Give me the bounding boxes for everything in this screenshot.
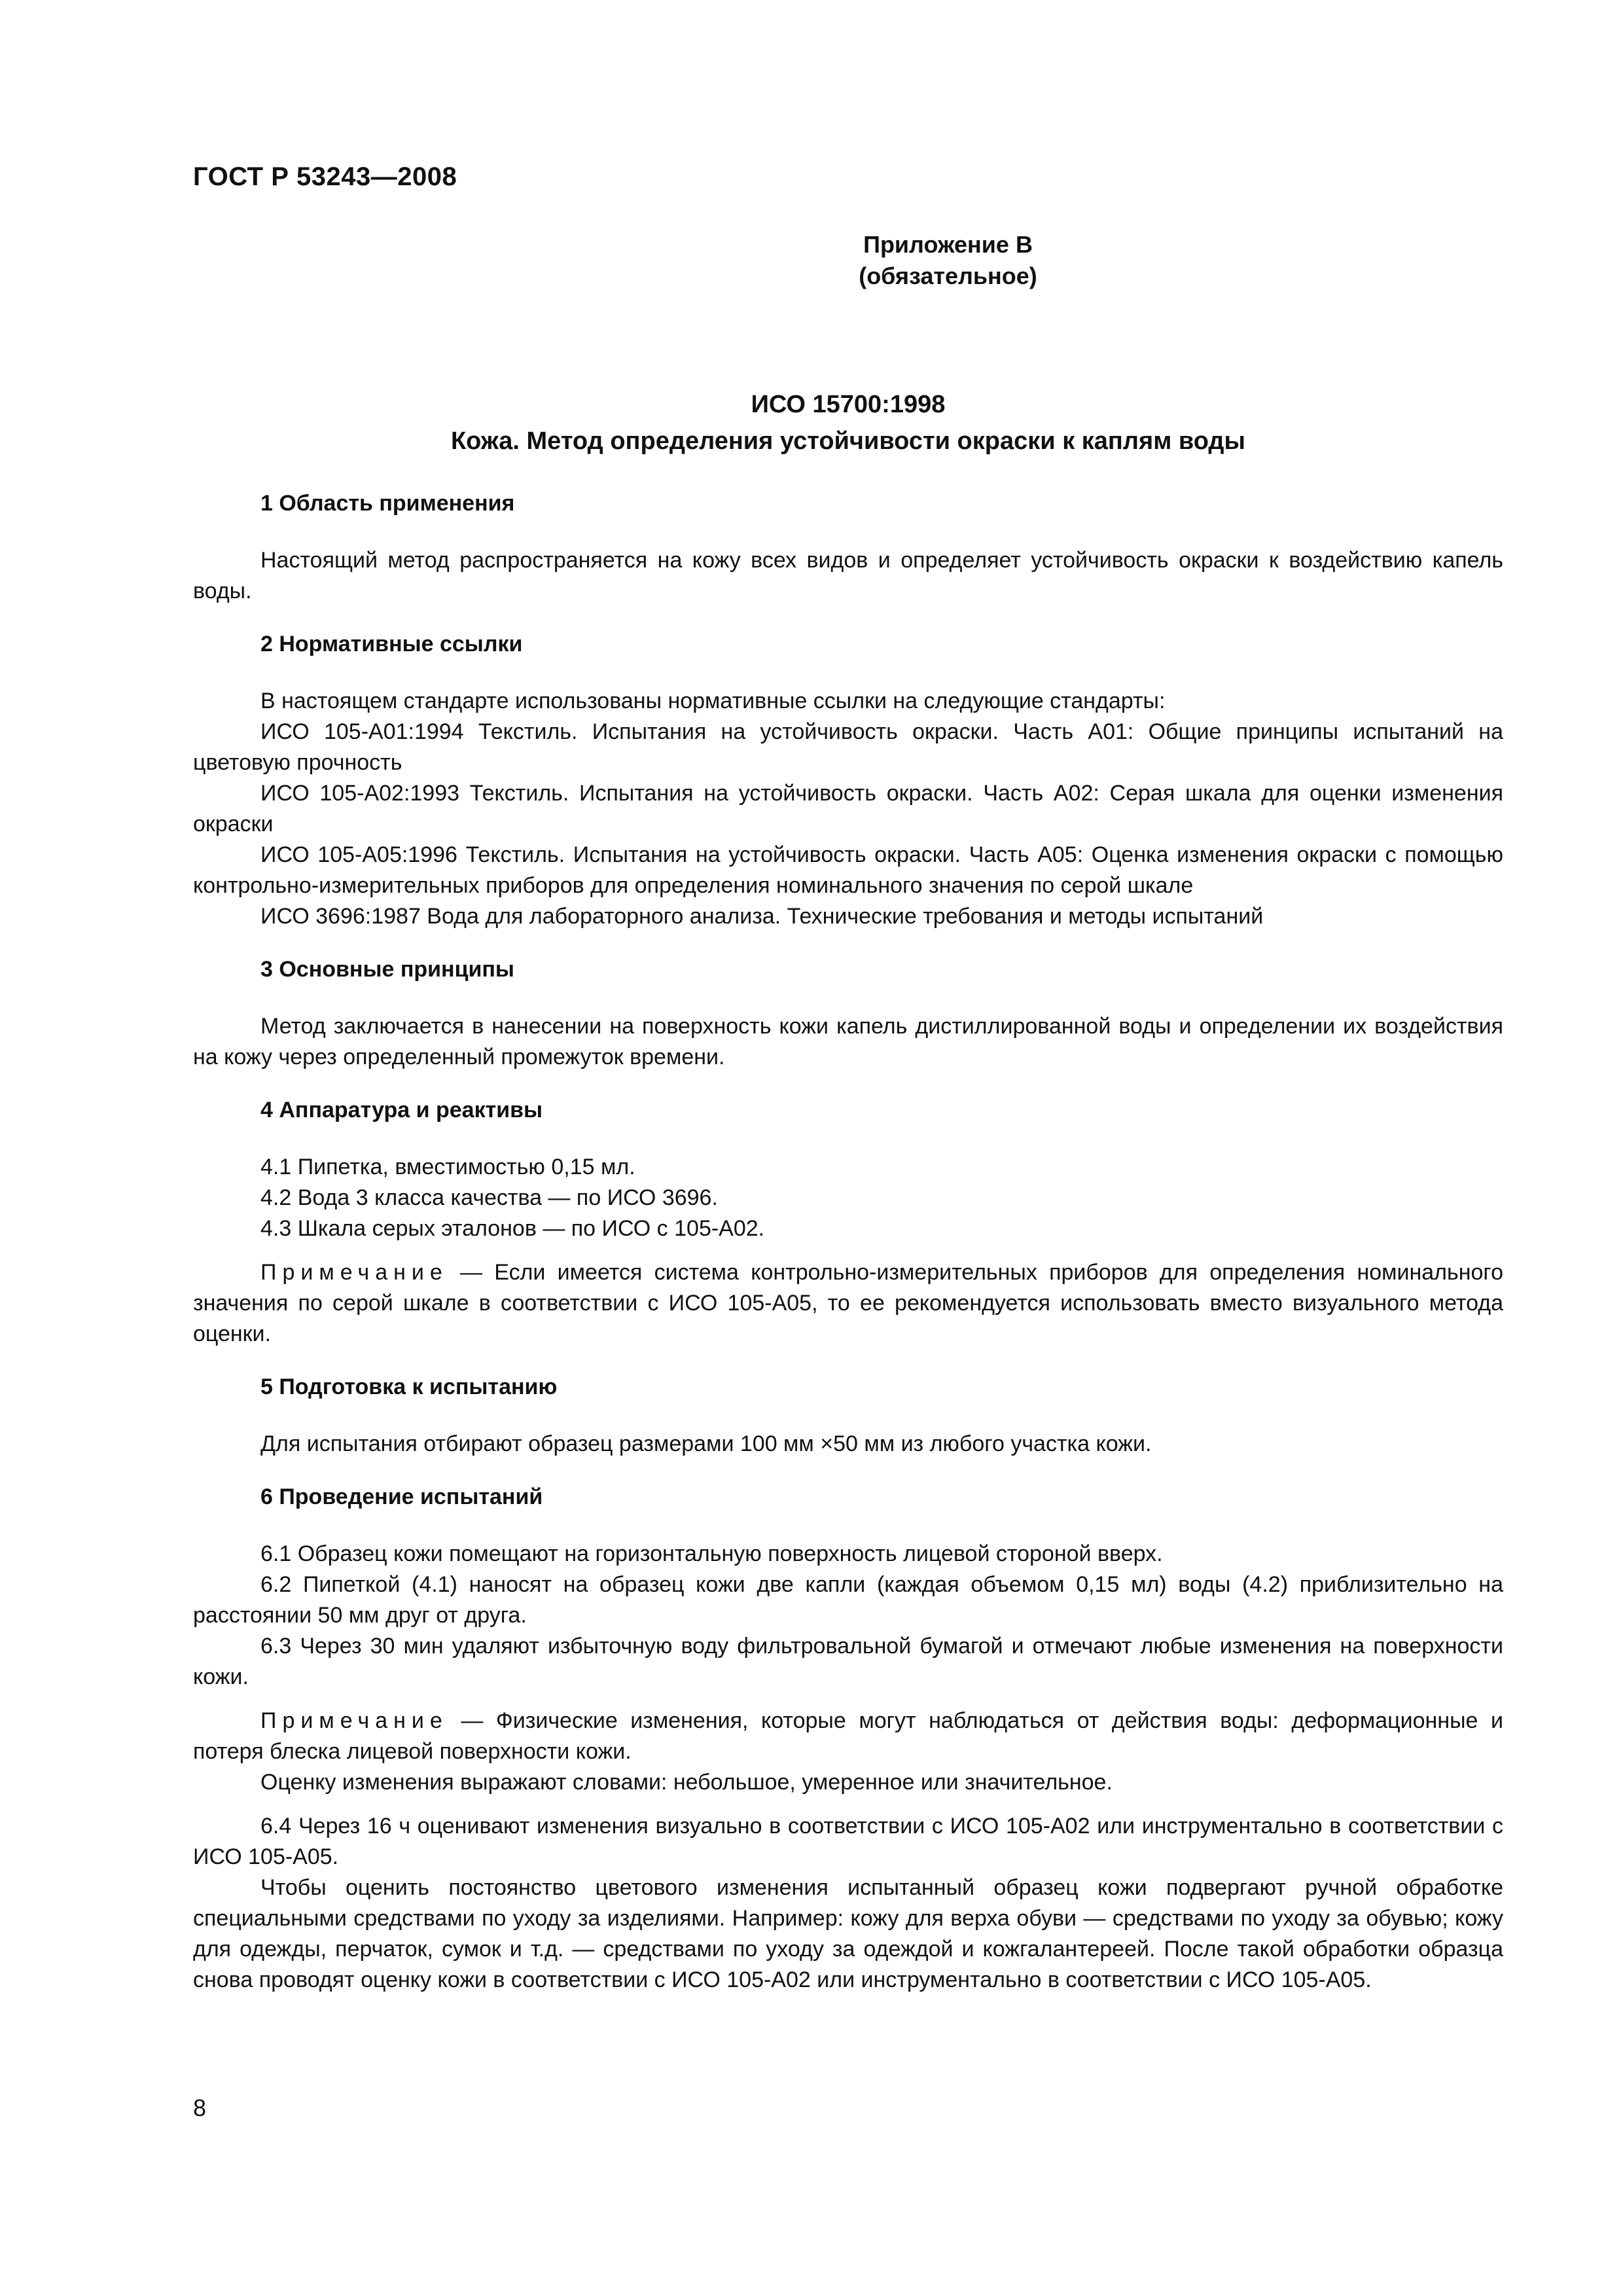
section-2-heading: 2 Нормативные ссылки bbox=[260, 632, 523, 656]
document-body bbox=[193, 488, 1503, 1996]
reference-item: ИСО 105-А05:1996 Текстиль. Испытания на устойчивость окраски. Часть А05: Оценка изменения окраски с помощью контрольно-измерительных приборов для определения номинального значения по серой шкале bbox=[193, 842, 1503, 898]
annex-heading bbox=[193, 229, 1503, 292]
section-1-heading: 1 Область применения bbox=[260, 491, 515, 516]
paragraph: Настоящий метод распространяется на кожу всех видов и определяет устойчивость окраски к воздействию капель воды. bbox=[193, 548, 1503, 603]
note bbox=[193, 1706, 1503, 1767]
list-item: 4.3 Шкала серых эталонов — по ИСО с 105-А02. bbox=[260, 1216, 765, 1241]
paragraph: Метод заключается в нанесении на поверхность кожи капель дистиллированной воды и определении их воздействия на кожу через определенный промежуток времени. bbox=[193, 1014, 1503, 1069]
list-item: 6.4 Через 16 ч оценивают изменения визуально в соответствии с ИСО 105-А02 или инструментально в соответствии с ИСО 105-А05. bbox=[193, 1814, 1503, 1869]
section-3-heading: 3 Основные принципы bbox=[260, 957, 514, 982]
note bbox=[193, 1257, 1503, 1350]
list-item: 6.3 Через 30 мин удаляют избыточную воду фильтровальной бумагой и отмечают любые изменения на поверхности кожи. bbox=[193, 1634, 1503, 1689]
list-item: 4.2 Вода 3 класса качества — по ИСО 3696. bbox=[260, 1185, 718, 1210]
list-item: 6.2 Пипеткой (4.1) наносят на образец кожи две капли (каждая объемом 0,15 мл) воды (4.2) приблизительно на расстоянии 50 мм друг от друга. bbox=[193, 1572, 1503, 1628]
note-label: Примечание bbox=[260, 1260, 448, 1285]
paragraph: Чтобы оценить постоянство цветового изменения испытанный образец кожи подвергают ручной обработке специальными средствами по уходу за изделиями. Например: кожу для верха обуви — средствами по уходу за обувью; кожу для одежды, перчаток, сумок и т.д. — средствами по уходу за одеждой и кожгалантереей. После такой обработки образца снова проводят оценку кожи в соответствии с ИСО 105-А02 или инструментально в соответствии с ИСО 105-А05. bbox=[193, 1875, 1503, 1992]
paragraph: Для испытания отбирают образец размерами 100 мм ×50 мм из любого участка кожи. bbox=[260, 1431, 1152, 1456]
note-label: Примечание bbox=[260, 1708, 448, 1733]
paragraph: Оценку изменения выражают словами: небольшое, умеренное или значительное. bbox=[260, 1770, 1113, 1795]
section-6-heading: 6 Проведение испытаний bbox=[260, 1484, 543, 1509]
paragraph: В настоящем стандарте использованы нормативные ссылки на следующие стандарты: bbox=[260, 689, 1166, 713]
reference-item: ИСО 3696:1987 Вода для лабораторного анализа. Технические требования и методы испытаний bbox=[260, 904, 1264, 929]
title-text: Кожа. Метод определения устойчивости окраски к каплям воды bbox=[450, 427, 1246, 455]
section-5-heading: 5 Подготовка к испытанию bbox=[260, 1374, 558, 1399]
note-text: — Физические изменения, которые могут наблюдаться от действия воды: деформационные и потеря блеска лицевой поверхности кожи. bbox=[193, 1708, 1503, 1764]
document-title bbox=[193, 386, 1503, 459]
annex-status: (обязательное) bbox=[859, 262, 1037, 289]
reference-item: ИСО 105-А02:1993 Текстиль. Испытания на устойчивость окраски. Часть А02: Серая шкала для оценки изменения окраски bbox=[193, 781, 1503, 836]
list-item: 4.1 Пипетка, вместимостью 0,15 мл. bbox=[260, 1155, 635, 1179]
reference-item: ИСО 105-А01:1994 Текстиль. Испытания на устойчивость окраски. Часть А01: Общие принципы испытаний на цветовую прочность bbox=[193, 719, 1503, 775]
standard-code: ГОСТ Р 53243—2008 bbox=[193, 162, 457, 191]
section-4-heading: 4 Аппаратура и реактивы bbox=[260, 1098, 543, 1122]
page-number: 8 bbox=[193, 2094, 207, 2121]
list-item: 6.1 Образец кожи помещают на горизонтальную поверхность лицевой стороной вверх. bbox=[260, 1541, 1163, 1566]
title-standard-number: ИСО 15700:1998 bbox=[751, 391, 946, 418]
note-text: — Если имеется система контрольно-измерительных приборов для определения номинального значения по серой шкале в соответствии с ИСО 105-А05, то ее рекомендуется использовать вместо визуального метода оценки. bbox=[193, 1260, 1503, 1346]
annex-label: Приложение В bbox=[863, 231, 1033, 258]
